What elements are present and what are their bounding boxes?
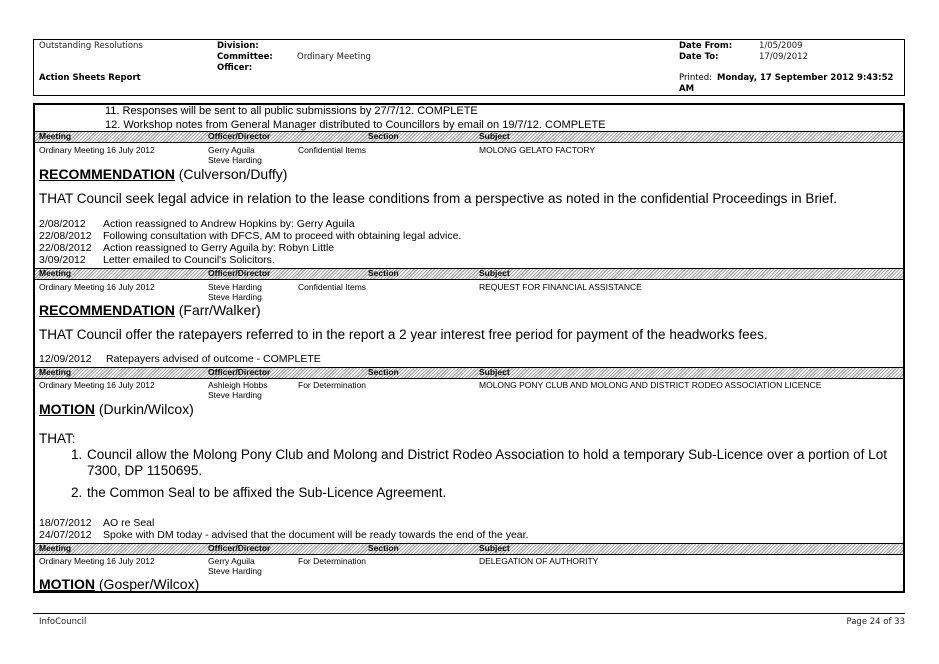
motion-keyword: MOTION <box>39 401 95 417</box>
officer-col-header: Officer/Director <box>208 268 271 278</box>
list-item: Council allow the Molong Pony Club and Molong and District Rodeo Association to hold a temporary Sub-Licence over a portion of Lot <box>87 447 887 462</box>
log-entry: 18/07/2012 AO re Seal <box>39 517 155 529</box>
meeting-cell: Ordinary Meeting 16 July 2012 <box>39 282 155 292</box>
meeting-cell: Ordinary Meeting 16 July 2012 <box>39 145 155 155</box>
meeting-col-header: Meeting <box>39 543 72 553</box>
recommendation-keyword: RECOMMENDATION <box>39 302 175 318</box>
section-cell: Confidential Items <box>298 145 367 155</box>
page-number: Page 24 of 33 <box>846 617 905 627</box>
meeting-col-header: Meeting <box>39 367 72 377</box>
footer-divider <box>33 613 905 614</box>
report-header <box>33 39 905 96</box>
officer-label: Officer: <box>217 63 253 73</box>
date-to-value: 17/09/2012 <box>759 52 808 62</box>
committee-value: Ordinary Meeting <box>297 52 371 62</box>
motion-movers: (Durkin/Wilcox) <box>95 401 194 417</box>
subject-cell: MOLONG PONY CLUB AND MOLONG AND DISTRICT RODEO ASSOCIATION LICENCE <box>479 380 822 390</box>
section-col-header: Section <box>368 543 399 553</box>
recommendation-heading <box>39 166 287 182</box>
meeting-col-header: Meeting <box>39 131 72 141</box>
officer-col-header: Officer/Director <box>208 543 271 553</box>
officer-cell: Steve Harding <box>208 566 262 576</box>
printed-label: Printed: <box>679 73 713 83</box>
resolution-text: THAT Council seek legal advice in relation to the lease conditions from a perspective as noted in the confidential Proceedings in Brief. <box>39 191 837 206</box>
log-entry: 22/08/2012 Following consultation with DFCS, AM to proceed with obtaining legal advice. <box>39 230 462 242</box>
printed-value: Monday, 17 September 2012 9:43:52 <box>717 73 894 83</box>
officer-col-header: Officer/Director <box>208 131 271 141</box>
log-entry: 22/08/2012 Action reassigned to Gerry Aguila by: Robyn Little <box>39 242 335 254</box>
officer-cell: Gerry Aguila <box>208 556 255 566</box>
list-number: 2. <box>71 485 83 500</box>
officer-cell: Steve Harding <box>208 282 262 292</box>
date-from-label: Date From: <box>679 41 733 51</box>
footer-app-name: InfoCouncil <box>39 617 87 627</box>
recommendation-movers: (Culverson/Duffy) <box>174 166 288 182</box>
list-number: 1. <box>71 447 83 462</box>
section-cell: Confidential Items <box>298 282 367 292</box>
section-col-header: Section <box>368 268 399 278</box>
officer-cell: Steve Harding <box>208 292 262 302</box>
motion-heading <box>39 576 199 592</box>
action-log <box>39 353 321 365</box>
officer-col-header: Officer/Director <box>208 367 271 377</box>
subject-cell: REQUEST FOR FINANCIAL ASSISTANCE <box>479 282 642 292</box>
recommendation-movers: (Farr/Walker) <box>174 302 261 318</box>
subject-cell: DELEGATION OF AUTHORITY <box>479 556 599 566</box>
section-col-header: Section <box>368 367 399 377</box>
officer-cell: Steve Harding <box>208 155 262 165</box>
section-cell: For Determination <box>298 380 367 390</box>
log-entry: 24/07/2012 Spoke with DM today - advised that the document will be ready towards the end of the year. <box>39 529 529 541</box>
table-header-row <box>35 543 903 555</box>
log-entry: 12/09/2012 Ratepayers advised of outcome - COMPLETE <box>39 353 321 365</box>
committee-label: Committee: <box>217 52 273 62</box>
resolution-text: THAT Council offer the ratepayers referred to in the report a 2 year interest free period for payment of the headworks fees. <box>39 327 768 342</box>
section-cell: For Determination <box>298 556 367 566</box>
action-log <box>39 517 529 541</box>
meeting-col-header: Meeting <box>39 268 72 278</box>
list-item-cont: 7300, DP 1150695. <box>87 463 203 478</box>
motion-keyword: MOTION <box>39 576 95 592</box>
log-entry: 3/09/2012 Letter emailed to Council's Solicitors. <box>39 254 275 266</box>
table-header-row <box>35 268 903 280</box>
recommendation-heading <box>39 302 261 318</box>
officer-cell: Gerry Aguila <box>208 145 255 155</box>
meeting-cell: Ordinary Meeting 16 July 2012 <box>39 380 155 390</box>
officer-cell: Ashleigh Hobbs <box>208 380 268 390</box>
printed-value-cont: AM <box>679 84 695 94</box>
subject-col-header: Subject <box>479 367 510 377</box>
date-from-value: 1/05/2009 <box>759 41 803 51</box>
section-col-header: Section <box>368 131 399 141</box>
division-label: Division: <box>217 41 259 51</box>
subject-col-header: Subject <box>479 543 510 553</box>
meeting-cell: Ordinary Meeting 16 July 2012 <box>39 556 155 566</box>
officer-cell: Steve Harding <box>208 390 262 400</box>
log-entry: 2/08/2012 Action reassigned to Andrew Hopkins by: Gerry Aguila <box>39 218 355 230</box>
date-to-label: Date To: <box>679 52 719 62</box>
subject-col-header: Subject <box>479 131 510 141</box>
action-sheet-body <box>33 103 905 593</box>
recommendation-keyword: RECOMMENDATION <box>39 166 175 182</box>
subject-col-header: Subject <box>479 268 510 278</box>
list-item: the Common Seal to be affixed the Sub-Licence Agreement. <box>87 485 447 500</box>
motion-movers: (Gosper/Wilcox) <box>95 576 200 592</box>
motion-heading <box>39 401 194 417</box>
report-name: Outstanding Resolutions <box>39 41 143 51</box>
report-type: Action Sheets Report <box>39 73 141 83</box>
continued-item: 11. Responses will be sent to all public submissions by 27/7/12. COMPLETE <box>105 105 478 117</box>
table-header-row <box>35 367 903 379</box>
action-log <box>39 218 461 266</box>
resolution-text: THAT: <box>39 431 76 446</box>
subject-cell: MOLONG GELATO FACTORY <box>479 145 596 155</box>
table-header-row <box>35 131 903 143</box>
continued-item: 12. Workshop notes from General Manager distributed to Councillors by email on 19/7/12. COMPLETE <box>105 119 606 131</box>
